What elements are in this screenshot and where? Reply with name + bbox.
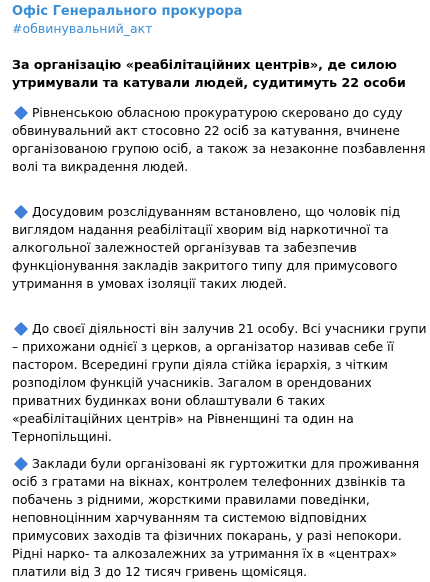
paragraph-text: Рівненською обласною прокуратурою скеровано до суду	[32, 106, 403, 120]
blue-diamond-icon	[14, 322, 28, 336]
paragraph-line	[12, 203, 422, 221]
paragraph-1	[12, 104, 426, 176]
paragraph-line: обвинувальний акт стосовно 22 осіб за катування, вчинене	[12, 124, 400, 138]
paragraph-4	[12, 455, 422, 581]
paragraph-line: осіб з гратами на вікнах, контролем телефонних дзвінків та	[12, 475, 406, 489]
paragraph-line	[12, 455, 422, 473]
blue-diamond-icon	[14, 205, 28, 219]
paragraph-line: платили від 3 до 12 тисяч гривень щомісяця.	[12, 565, 308, 579]
blue-diamond-icon	[14, 457, 28, 471]
paragraph-line: побачень з рідними, жорсткими правилами поведінки,	[12, 493, 370, 507]
channel-name-link[interactable]: Офіс Генерального прокурора	[12, 4, 243, 19]
paragraph-line: виглядом надання реабілітації хворим від наркотичної та	[12, 223, 389, 237]
paragraph-line	[12, 104, 422, 122]
paragraph-line: утримання в умовах ізоляції таких людей.	[12, 277, 287, 291]
paragraph-line: організованою групою осіб, а також за незаконне позбавлення	[12, 142, 426, 156]
post-headline	[12, 56, 422, 92]
headline-line: утримували та катували людей, судитимуть 22 особи	[12, 75, 406, 90]
paragraph-line: примусових заходів та фізичних покарань, у разі непокори.	[12, 529, 402, 543]
paragraph-line	[12, 320, 427, 338]
paragraph-line: функціонування закладів закритого типу для примусового	[12, 259, 398, 273]
hashtag-link[interactable]: #обвинувальний_акт	[12, 21, 153, 36]
paragraph-2	[12, 203, 422, 293]
paragraph-line: неповноцінним харчуванням та системою відповідних	[12, 511, 367, 525]
paragraph-line: розподілом функцій учасників. Загалом в орендованих	[12, 376, 372, 390]
paragraph-line: Тернопільщині.	[12, 430, 112, 444]
paragraph-line: приватних будинках вони облаштували 6 таких	[12, 394, 326, 408]
paragraph-text: Заклади були організовані як гуртожитки для проживання	[32, 457, 420, 471]
paragraph-line: волі та викрадення людей.	[12, 160, 189, 174]
paragraph-line: – прихожани однієї з церков, а організатор називав себе її	[12, 340, 394, 354]
paragraph-line: алкогольної залежностей організував та забезпечив	[12, 241, 357, 255]
blue-diamond-icon	[14, 106, 28, 120]
paragraph-line: пастором. Всередині групи діяла стійка ієрархія, з чітким	[12, 358, 388, 372]
paragraph-line: «реабілітаційних центрів» на Рівненщині та один на	[12, 412, 354, 426]
paragraph-line: Рідні нарко- та алкозалежних за утримання їх в «центрах»	[12, 547, 398, 561]
headline-line: За організацію «реабілітаційних центрів», де силою	[12, 57, 397, 72]
paragraph-3	[12, 320, 427, 446]
paragraph-text: Досудовим розслідуванням встановлено, що чоловік під	[32, 205, 401, 219]
paragraph-text: До своєї діяльності він залучив 21 особу. Всі учасники групи	[32, 322, 427, 336]
